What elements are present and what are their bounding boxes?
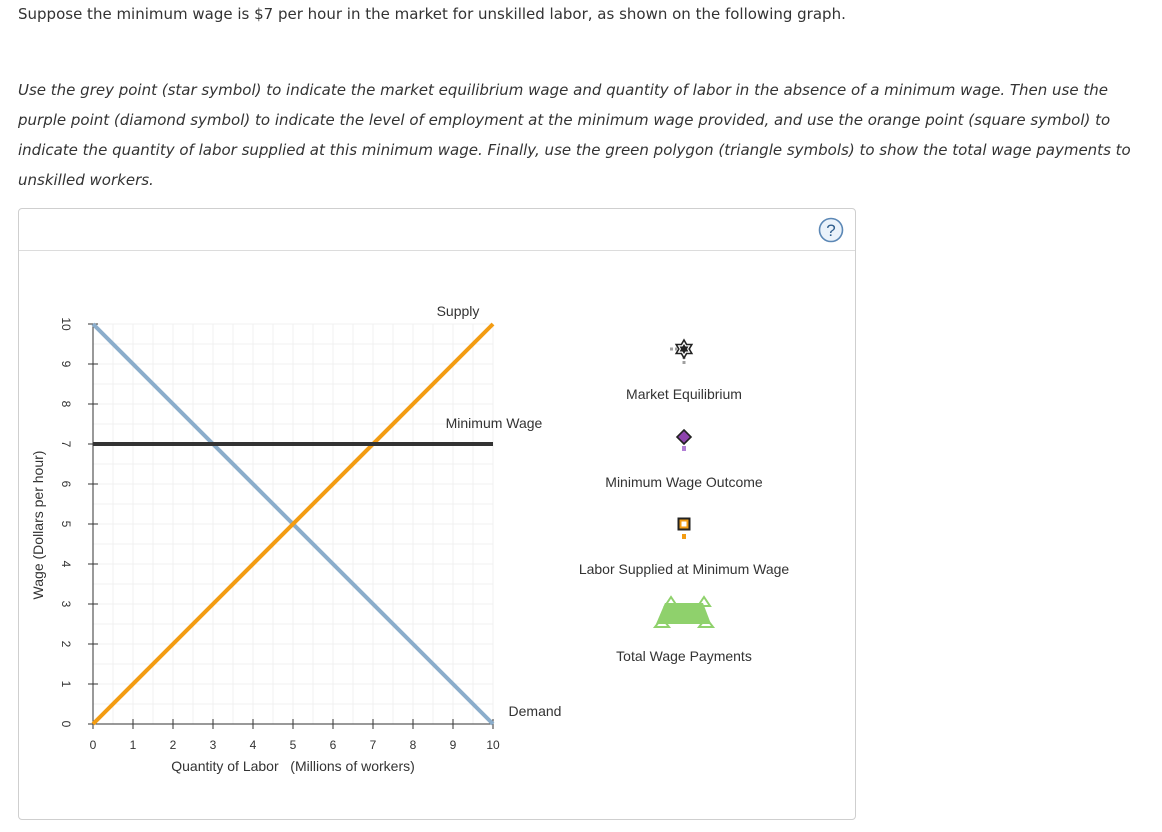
y-tick-label: 0	[59, 720, 73, 728]
y-tick-label: 4	[59, 560, 73, 568]
y-tick-label: 9	[59, 360, 73, 368]
y-tick-label: 8	[59, 400, 73, 408]
legend-total-wage-payments[interactable]	[616, 597, 752, 664]
x-tick-label: 3	[209, 738, 217, 752]
x-tick-label: 6	[329, 738, 337, 752]
help-glyph: ?	[826, 221, 836, 240]
y-tick-label: 2	[59, 640, 73, 648]
demand-label: Demand	[508, 703, 562, 719]
x-tick-label: 9	[449, 738, 457, 752]
curve-labels	[437, 303, 562, 719]
x-tick-label: 8	[409, 738, 417, 752]
x-tick-label: 7	[369, 738, 377, 752]
x-tick-label: 1	[129, 738, 137, 752]
legend-labor-supplied[interactable]	[579, 519, 790, 578]
y-tick-label: 7	[59, 440, 73, 448]
y-tick-label: 6	[59, 480, 73, 488]
legend-minimum-wage-outcome-label: Minimum Wage Outcome	[605, 474, 763, 490]
y-tick-label: 10	[59, 317, 73, 331]
x-tick-label: 10	[486, 738, 500, 752]
diamond-icon[interactable]	[677, 430, 691, 451]
x-axis-label: Quantity of Labor (Millions of workers)	[171, 758, 415, 774]
x-tick-label: 0	[89, 738, 97, 752]
y-tick-label: 3	[59, 600, 73, 608]
minimum-wage-label: Minimum Wage	[445, 415, 543, 431]
legend-minimum-wage-outcome[interactable]	[605, 430, 763, 490]
y-tick-label: 5	[59, 520, 73, 528]
star-icon[interactable]	[670, 340, 692, 364]
legend-market-equilibrium-label: Market Equilibrium	[626, 386, 742, 402]
legend-labor-supplied-label: Labor Supplied at Minimum Wage	[578, 561, 790, 577]
triangle-polygon-icon[interactable]	[655, 597, 713, 627]
y-tick-label: 1	[59, 680, 73, 688]
x-tick-label: 2	[169, 738, 177, 752]
legend-market-equilibrium[interactable]	[626, 340, 742, 402]
question-intro: Suppose the minimum wage is $7 per hour in the market for unskilled labor, as shown on the following graph.	[18, 5, 846, 23]
y-axis-label: Wage (Dollars per hour)	[30, 450, 46, 600]
supply-label: Supply	[436, 303, 480, 319]
legend-total-wage-payments-label: Total Wage Payments	[616, 648, 752, 664]
square-icon[interactable]	[679, 519, 690, 540]
question-instructions: Use the grey point (star symbol) to indicate the market equilibrium wage and quantity of labor in the absence of a minimum wage. Then use the purple point (diamond symbol) to indicate the level of employment at the minimum wage provided, and use the orange point (square symbol) to indicate the quantity of labor supplied at this minimum wage. Finally, use the green polygon (triangle symbols) to show the total wage payments to unskilled workers.	[18, 81, 1131, 189]
x-tick-label: 5	[289, 738, 297, 752]
x-tick-label: 4	[249, 738, 257, 752]
axis-titles	[30, 451, 415, 774]
